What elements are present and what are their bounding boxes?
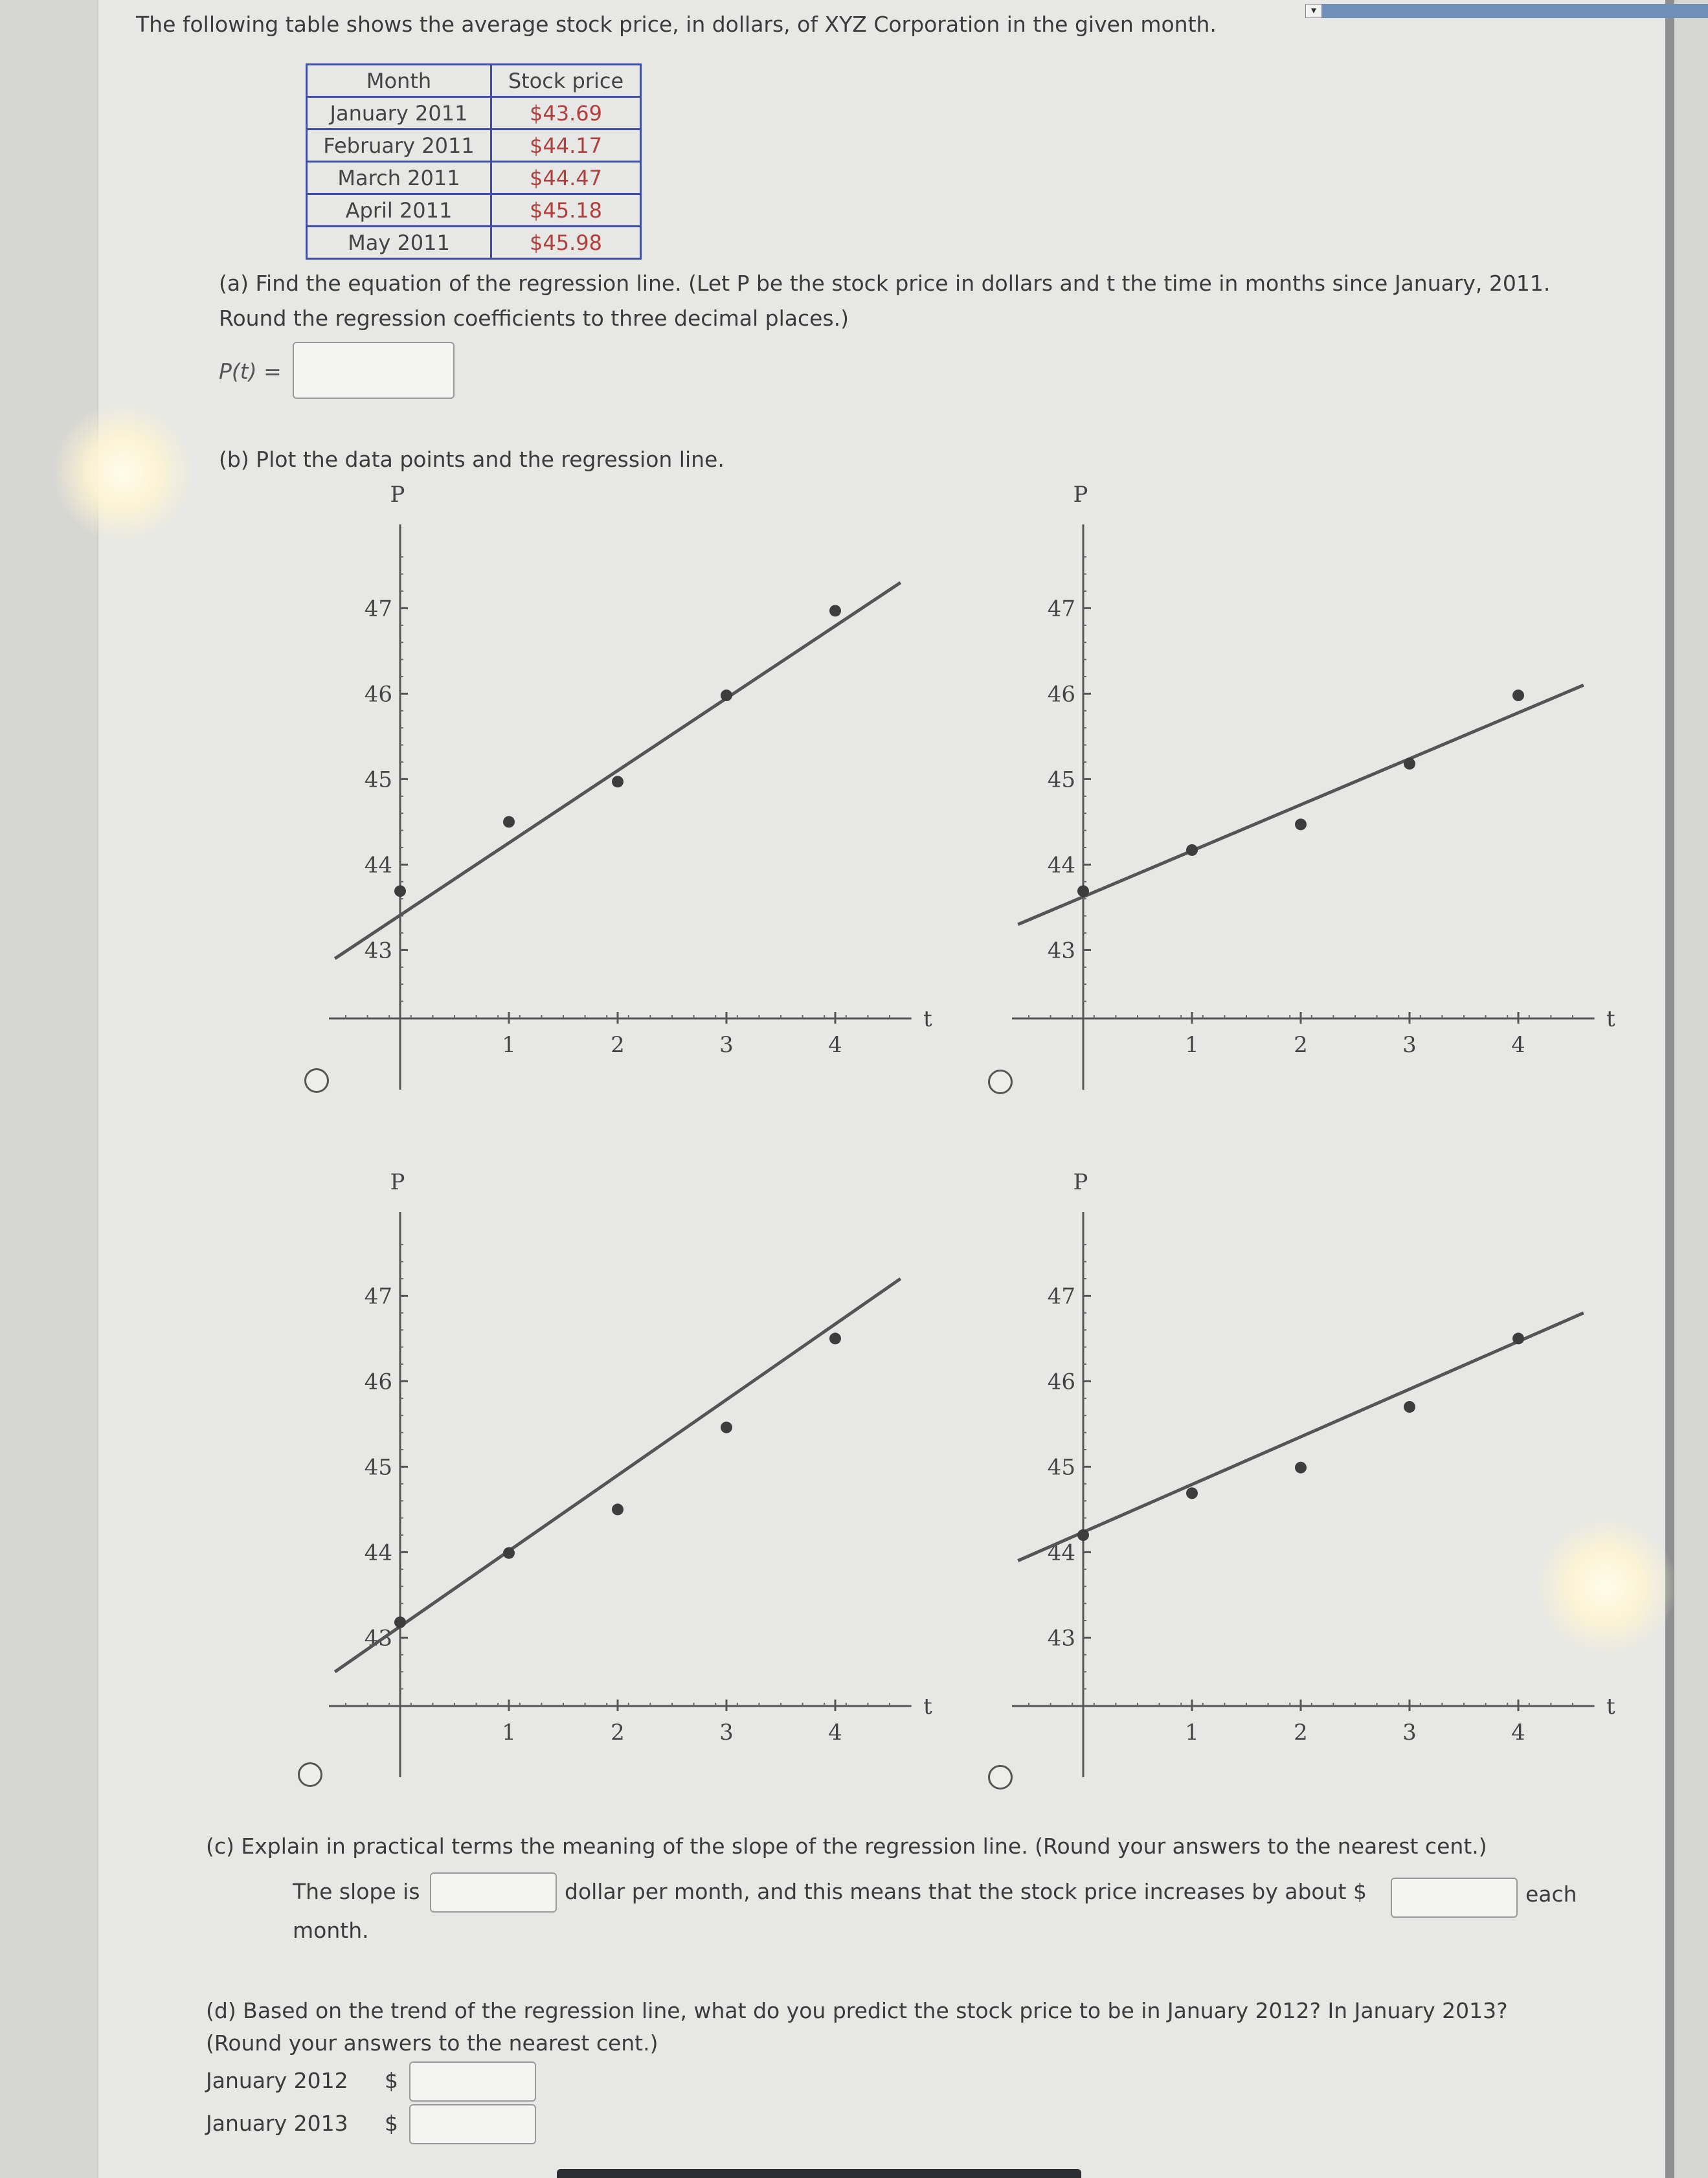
t-tick-label: 2 [611, 1720, 625, 1746]
slope-end-text: month. [293, 1918, 369, 1943]
p-tick-label: 45 [364, 767, 392, 793]
part-a-prompt-line2: Round the regression coefficients to three decimal places.) [219, 306, 849, 331]
p-tick-label: 43 [1047, 937, 1075, 964]
top-toolbar-strip [1310, 4, 1708, 18]
data-point [1512, 690, 1524, 701]
slope-suffix-text: each [1525, 1881, 1577, 1907]
data-point [612, 1503, 624, 1515]
p-tick-label: 45 [1047, 767, 1075, 793]
data-point [394, 885, 406, 897]
january-2012-label: January 2012 [206, 2068, 348, 2093]
part-a-prompt-line1: (a) Find the equation of the regression line. (Let P be the stock price in dollars and t the time in months since January, 2011. [219, 271, 1551, 296]
data-point [721, 690, 732, 701]
graph-option-4 [1000, 1160, 1622, 1788]
part-c-prompt: (c) Explain in practical terms the meaning of the slope of the regression line. (Round your answers to the nearest cent.) [206, 1834, 1487, 1859]
header-month: Month [307, 65, 491, 97]
header-stock-price: Stock price [491, 65, 641, 97]
screen-glare [1534, 1515, 1677, 1657]
cell-month: April 2011 [307, 194, 491, 227]
data-point [1295, 818, 1307, 830]
regression-equation-input[interactable] [293, 342, 455, 399]
t-tick-label: 3 [719, 1720, 734, 1746]
data-point [721, 1422, 732, 1433]
p-axis-label: P [1073, 1169, 1088, 1195]
p-tick-label: 46 [364, 1369, 392, 1395]
p-tick-label: 47 [364, 596, 392, 622]
table-header-row [307, 65, 641, 97]
slope-mid-text: dollar per month, and this means that the stock price increases by about $ [565, 1879, 1367, 1904]
p-axis-label: P [1073, 482, 1088, 508]
t-axis-label: t [1606, 1006, 1615, 1032]
regression-line [335, 583, 901, 959]
p-tick-label: 46 [1047, 681, 1075, 708]
t-axis-label: t [1606, 1694, 1615, 1720]
p-axis-label: P [390, 482, 405, 508]
data-point [394, 1617, 406, 1628]
t-tick-label: 3 [1402, 1720, 1417, 1746]
p-tick-label: 44 [364, 1540, 392, 1566]
january-2012-input[interactable] [409, 2061, 536, 2102]
radio-option-2[interactable] [988, 1070, 1013, 1094]
stock-price-table [306, 63, 642, 260]
screen-glare [52, 401, 194, 544]
p-tick-label: 47 [364, 1283, 392, 1310]
intro-text: The following table shows the average stock price, in dollars, of XYZ Corporation in the given month. [136, 12, 1217, 37]
cell-month: May 2011 [307, 227, 491, 259]
t-tick-label: 4 [828, 1032, 842, 1058]
cell-month: January 2011 [307, 97, 491, 129]
slope-prefix-text: The slope is [293, 1879, 420, 1904]
cell-month: March 2011 [307, 162, 491, 194]
cell-price: $44.17 [491, 129, 641, 162]
table-row [307, 97, 641, 129]
p-tick-label: 47 [1047, 1283, 1075, 1310]
table-row [307, 194, 641, 227]
t-tick-label: 1 [502, 1032, 516, 1058]
graph-option-3 [317, 1160, 939, 1788]
p-tick-label: 46 [1047, 1369, 1075, 1395]
data-point [829, 1332, 841, 1344]
p-tick-label: 44 [1047, 1540, 1075, 1566]
t-tick-label: 1 [1185, 1720, 1199, 1746]
data-point [1077, 1529, 1089, 1541]
bottom-bar [557, 2169, 1081, 2178]
t-tick-label: 3 [719, 1032, 734, 1058]
data-point [1295, 1462, 1307, 1474]
cell-price: $45.18 [491, 194, 641, 227]
table-row [307, 227, 641, 259]
radio-option-1[interactable] [304, 1068, 329, 1093]
cell-month: February 2011 [307, 129, 491, 162]
data-point [1404, 758, 1415, 770]
data-point [1186, 1487, 1198, 1499]
data-point [612, 776, 624, 787]
cell-price: $43.69 [491, 97, 641, 129]
p-axis-label: P [390, 1169, 405, 1195]
t-tick-label: 1 [1185, 1032, 1199, 1058]
p-of-t-label: P(t) = [219, 359, 282, 384]
p-tick-label: 44 [1047, 852, 1075, 879]
data-point [1512, 1332, 1524, 1344]
increase-amount-input[interactable] [1391, 1878, 1518, 1918]
t-tick-label: 1 [502, 1720, 516, 1746]
data-point [503, 816, 515, 827]
radio-option-4[interactable] [988, 1765, 1013, 1790]
p-tick-label: 45 [1047, 1454, 1075, 1481]
regression-line [1018, 685, 1584, 925]
t-tick-label: 2 [1294, 1032, 1308, 1058]
t-tick-label: 4 [1511, 1720, 1525, 1746]
data-point [1186, 844, 1198, 856]
t-tick-label: 4 [1511, 1032, 1525, 1058]
t-axis-label: t [923, 1006, 932, 1032]
dollar-sign: $ [385, 2111, 398, 2136]
data-point [1077, 885, 1089, 897]
data-point [503, 1547, 515, 1559]
p-tick-label: 43 [364, 1625, 392, 1652]
data-point [1404, 1401, 1415, 1413]
dollar-sign: $ [385, 2068, 398, 2093]
t-tick-label: 3 [1402, 1032, 1417, 1058]
cell-price: $44.47 [491, 162, 641, 194]
t-axis-label: t [923, 1694, 932, 1720]
regression-line [335, 1279, 901, 1672]
dropdown-arrow-icon[interactable]: ▾ [1305, 4, 1322, 18]
graph-option-1 [317, 473, 939, 1101]
p-tick-label: 44 [364, 852, 392, 879]
part-d-prompt-line1: (d) Based on the trend of the regression line, what do you predict the stock price to be in January 2012? In January 2013? [206, 1998, 1508, 2023]
t-tick-label: 2 [611, 1032, 625, 1058]
radio-option-3[interactable] [298, 1762, 322, 1787]
regression-line [1018, 1313, 1584, 1561]
t-tick-label: 4 [828, 1720, 842, 1746]
january-2013-input[interactable] [409, 2104, 536, 2144]
p-tick-label: 45 [364, 1454, 392, 1481]
data-point [829, 605, 841, 616]
p-tick-label: 43 [364, 937, 392, 964]
cell-price: $45.98 [491, 227, 641, 259]
p-tick-label: 47 [1047, 596, 1075, 622]
part-b-prompt: (b) Plot the data points and the regression line. [219, 447, 725, 472]
graph-option-2 [1000, 473, 1622, 1101]
january-2013-label: January 2013 [206, 2111, 348, 2136]
p-tick-label: 46 [364, 681, 392, 708]
table-row [307, 129, 641, 162]
slope-input[interactable] [430, 1872, 557, 1913]
p-tick-label: 43 [1047, 1625, 1075, 1652]
table-row [307, 162, 641, 194]
part-d-prompt-line2: (Round your answers to the nearest cent.) [206, 2030, 658, 2056]
t-tick-label: 2 [1294, 1720, 1308, 1746]
